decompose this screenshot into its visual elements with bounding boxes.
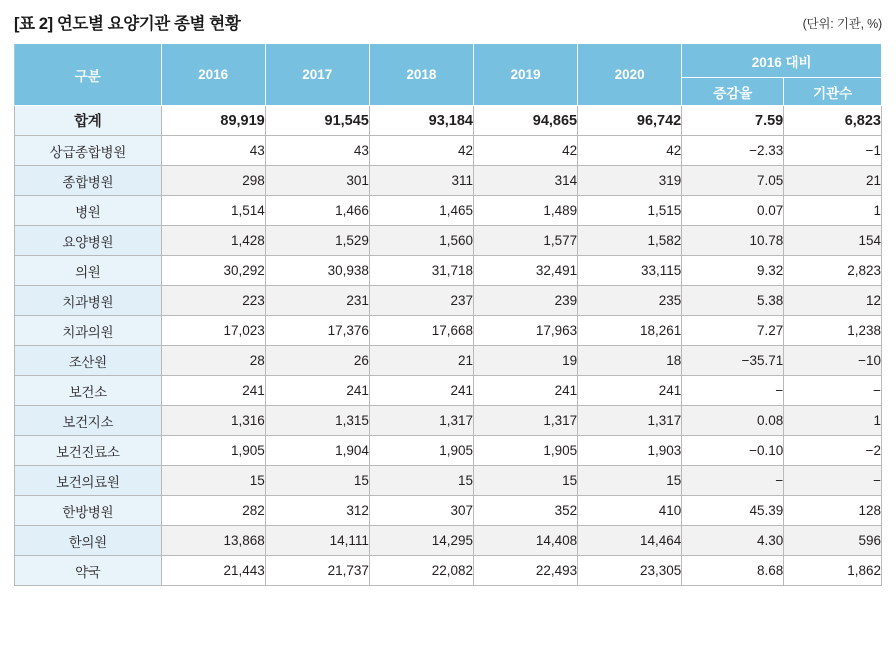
cell-2017: 30,938 xyxy=(265,256,369,286)
cell-institution-count: 12 xyxy=(784,286,882,316)
cell-institution-count: − xyxy=(784,376,882,406)
page-title: [표 2] 연도별 요양기관 종별 현황 xyxy=(14,15,241,33)
row-label: 보건의료원 xyxy=(15,466,162,496)
cell-2018: 1,905 xyxy=(369,436,473,466)
cell-2017: 301 xyxy=(265,166,369,196)
cell-institution-count: 21 xyxy=(784,166,882,196)
table-row xyxy=(15,406,882,436)
cell-2018: 307 xyxy=(369,496,473,526)
cell-2017: 1,315 xyxy=(265,406,369,436)
cell-2020: 241 xyxy=(578,376,682,406)
column-header-group-compare: 2016 대비 xyxy=(682,44,882,78)
cell-2017: 241 xyxy=(265,376,369,406)
cell-2018: 14,295 xyxy=(369,526,473,556)
cell-2017: 231 xyxy=(265,286,369,316)
cell-2017: 43 xyxy=(265,136,369,166)
cell-2017: 26 xyxy=(265,346,369,376)
cell-2019: 15 xyxy=(474,466,578,496)
cell-growth-rate: 45.39 xyxy=(682,496,784,526)
cell-2019: 17,963 xyxy=(474,316,578,346)
cell-growth-rate: 5.38 xyxy=(682,286,784,316)
cell-growth-rate: 7.05 xyxy=(682,166,784,196)
cell-2017: 1,904 xyxy=(265,436,369,466)
cell-2020: 235 xyxy=(578,286,682,316)
cell-2017: 14,111 xyxy=(265,526,369,556)
table-row xyxy=(15,496,882,526)
cell-growth-rate: 0.08 xyxy=(682,406,784,436)
cell-2016: 43 xyxy=(161,136,265,166)
cell-2019: 314 xyxy=(474,166,578,196)
row-label: 병원 xyxy=(15,196,162,226)
cell-2016: 1,316 xyxy=(161,406,265,436)
cell-institution-count: 596 xyxy=(784,526,882,556)
cell-2020: 410 xyxy=(578,496,682,526)
cell-2016: 1,905 xyxy=(161,436,265,466)
cell-2016: 89,919 xyxy=(161,106,265,136)
cell-2019: 22,493 xyxy=(474,556,578,586)
table-row xyxy=(15,196,882,226)
cell-2020: 15 xyxy=(578,466,682,496)
row-label: 치과병원 xyxy=(15,286,162,316)
cell-institution-count: 6,823 xyxy=(784,106,882,136)
cell-2017: 17,376 xyxy=(265,316,369,346)
cell-2016: 241 xyxy=(161,376,265,406)
cell-growth-rate: −0.10 xyxy=(682,436,784,466)
row-label: 합계 xyxy=(15,106,162,136)
cell-2020: 14,464 xyxy=(578,526,682,556)
cell-institution-count: 1 xyxy=(784,196,882,226)
cell-2016: 15 xyxy=(161,466,265,496)
table-body xyxy=(15,106,882,586)
cell-2019: 42 xyxy=(474,136,578,166)
cell-2019: 94,865 xyxy=(474,106,578,136)
column-header-growth-rate: 증감율 xyxy=(682,78,784,106)
cell-2017: 1,466 xyxy=(265,196,369,226)
cell-growth-rate: 8.68 xyxy=(682,556,784,586)
institutions-by-year-table xyxy=(14,43,882,586)
cell-growth-rate: −35.71 xyxy=(682,346,784,376)
cell-2020: 1,903 xyxy=(578,436,682,466)
cell-institution-count: −1 xyxy=(784,136,882,166)
cell-institution-count: 1 xyxy=(784,406,882,436)
cell-2016: 298 xyxy=(161,166,265,196)
cell-2016: 30,292 xyxy=(161,256,265,286)
cell-2019: 352 xyxy=(474,496,578,526)
cell-2018: 42 xyxy=(369,136,473,166)
cell-2017: 1,529 xyxy=(265,226,369,256)
row-label: 의원 xyxy=(15,256,162,286)
cell-2020: 18,261 xyxy=(578,316,682,346)
row-label: 요양병원 xyxy=(15,226,162,256)
cell-2019: 241 xyxy=(474,376,578,406)
cell-2017: 312 xyxy=(265,496,369,526)
cell-institution-count: 154 xyxy=(784,226,882,256)
cell-institution-count: −10 xyxy=(784,346,882,376)
cell-2020: 1,582 xyxy=(578,226,682,256)
unit-note: (단위: 기관, %) xyxy=(802,17,882,31)
cell-2019: 1,577 xyxy=(474,226,578,256)
row-label: 치과의원 xyxy=(15,316,162,346)
cell-2019: 1,317 xyxy=(474,406,578,436)
row-label: 약국 xyxy=(15,556,162,586)
cell-institution-count: 2,823 xyxy=(784,256,882,286)
column-header-year-2018: 2018 xyxy=(369,44,473,106)
cell-2019: 32,491 xyxy=(474,256,578,286)
table-row xyxy=(15,166,882,196)
cell-2018: 21 xyxy=(369,346,473,376)
cell-growth-rate: − xyxy=(682,466,784,496)
cell-2020: 42 xyxy=(578,136,682,166)
table-row xyxy=(15,346,882,376)
table-row xyxy=(15,376,882,406)
cell-2018: 22,082 xyxy=(369,556,473,586)
cell-2018: 93,184 xyxy=(369,106,473,136)
cell-2018: 1,465 xyxy=(369,196,473,226)
cell-2016: 282 xyxy=(161,496,265,526)
cell-2018: 311 xyxy=(369,166,473,196)
cell-2020: 319 xyxy=(578,166,682,196)
cell-institution-count: 1,238 xyxy=(784,316,882,346)
row-label: 한방병원 xyxy=(15,496,162,526)
column-header-year-2016: 2016 xyxy=(161,44,265,106)
row-label: 보건지소 xyxy=(15,406,162,436)
cell-2018: 17,668 xyxy=(369,316,473,346)
cell-2020: 1,317 xyxy=(578,406,682,436)
cell-growth-rate: 10.78 xyxy=(682,226,784,256)
row-label: 보건진료소 xyxy=(15,436,162,466)
table-row xyxy=(15,436,882,466)
table-row xyxy=(15,106,882,136)
cell-2018: 237 xyxy=(369,286,473,316)
column-header-year-2020: 2020 xyxy=(578,44,682,106)
row-label: 종합병원 xyxy=(15,166,162,196)
table-row xyxy=(15,316,882,346)
cell-2017: 91,545 xyxy=(265,106,369,136)
table-row xyxy=(15,466,882,496)
cell-2019: 1,489 xyxy=(474,196,578,226)
table-row xyxy=(15,286,882,316)
table-row xyxy=(15,556,882,586)
cell-institution-count: 1,862 xyxy=(784,556,882,586)
table-row xyxy=(15,526,882,556)
cell-2017: 15 xyxy=(265,466,369,496)
cell-growth-rate: −2.33 xyxy=(682,136,784,166)
cell-2016: 13,868 xyxy=(161,526,265,556)
table-row xyxy=(15,136,882,166)
table-header xyxy=(15,44,882,106)
cell-2019: 239 xyxy=(474,286,578,316)
cell-2018: 241 xyxy=(369,376,473,406)
cell-2018: 1,560 xyxy=(369,226,473,256)
column-header-institution-count: 기관수 xyxy=(784,78,882,106)
table-row xyxy=(15,226,882,256)
cell-2018: 1,317 xyxy=(369,406,473,436)
cell-growth-rate: 7.27 xyxy=(682,316,784,346)
cell-2016: 223 xyxy=(161,286,265,316)
row-label: 상급종합병원 xyxy=(15,136,162,166)
cell-2016: 1,514 xyxy=(161,196,265,226)
header-row-primary xyxy=(15,44,882,78)
cell-2016: 21,443 xyxy=(161,556,265,586)
cell-institution-count: 128 xyxy=(784,496,882,526)
table-row xyxy=(15,256,882,286)
cell-2018: 15 xyxy=(369,466,473,496)
cell-growth-rate: − xyxy=(682,376,784,406)
cell-institution-count: − xyxy=(784,466,882,496)
cell-2020: 33,115 xyxy=(578,256,682,286)
cell-2016: 28 xyxy=(161,346,265,376)
column-header-year-2019: 2019 xyxy=(474,44,578,106)
cell-growth-rate: 7.59 xyxy=(682,106,784,136)
cell-2018: 31,718 xyxy=(369,256,473,286)
cell-2020: 23,305 xyxy=(578,556,682,586)
cell-growth-rate: 9.32 xyxy=(682,256,784,286)
column-header-label: 구분 xyxy=(15,44,162,106)
cell-2020: 96,742 xyxy=(578,106,682,136)
column-header-year-2017: 2017 xyxy=(265,44,369,106)
cell-growth-rate: 0.07 xyxy=(682,196,784,226)
cell-2020: 18 xyxy=(578,346,682,376)
row-label: 한의원 xyxy=(15,526,162,556)
row-label: 조산원 xyxy=(15,346,162,376)
row-label: 보건소 xyxy=(15,376,162,406)
cell-institution-count: −2 xyxy=(784,436,882,466)
cell-2016: 17,023 xyxy=(161,316,265,346)
cell-2019: 14,408 xyxy=(474,526,578,556)
cell-2020: 1,515 xyxy=(578,196,682,226)
cell-2019: 1,905 xyxy=(474,436,578,466)
cell-growth-rate: 4.30 xyxy=(682,526,784,556)
title-row xyxy=(14,10,882,34)
cell-2017: 21,737 xyxy=(265,556,369,586)
cell-2016: 1,428 xyxy=(161,226,265,256)
cell-2019: 19 xyxy=(474,346,578,376)
